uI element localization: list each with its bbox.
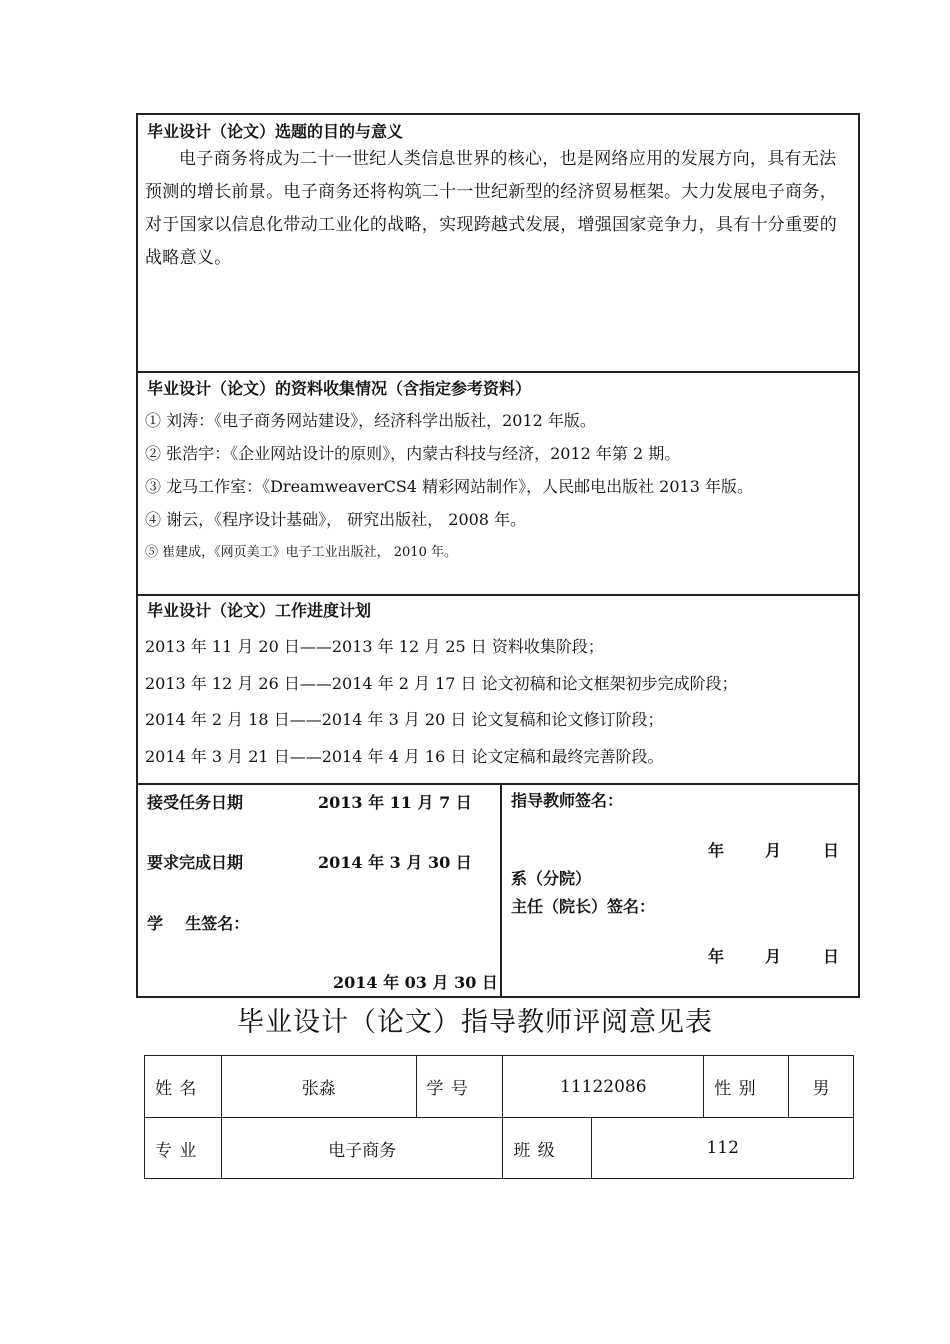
schedule-heading: 毕业设计（论文）工作进度计划 <box>147 601 372 620</box>
class-cell <box>503 1118 854 1179</box>
reference-item: ① 刘涛：《电子商务网站建设》，经济科学出版社，2012 年版。 <box>145 411 596 430</box>
schedule-item: 2013 年 11 月 20 日——2013 年 12 月 25 日 资料收集阶段； <box>145 637 604 656</box>
purpose-text: 电子商务将成为二十一世纪人类信息世界的核心，也是网络应用的发展方向，具有无法预测的增长前景。电子商务还将构筑二十一世纪新型的经济贸易框架。大力发展电子商务，对于国家以信息化带动工业化的战略，实现跨越式发展，增强国家竞争力，具有十分重要的战略意义。 <box>145 149 837 268</box>
major-value: 电子商务 <box>221 1118 503 1179</box>
advisor-sign-month: 月 <box>765 841 782 860</box>
student-id-label: 学 号 <box>416 1056 503 1118</box>
reference-item: ⑤ 崔建成，《网页美工》电子工业出版社， 2010 年。 <box>145 545 457 560</box>
reference-item: ③ 龙马工作室：《DreamweaverCS4 精彩网站制作》，人民邮电出版社 2013 年版。 <box>145 477 753 496</box>
purpose-heading: 毕业设计（论文）选题的目的与意义 <box>147 122 404 141</box>
review-form-title: 毕业设计（论文）指导教师评阅意见表 <box>237 1007 713 1038</box>
student-info-table <box>144 1055 854 1179</box>
gender-value: 男 <box>789 1056 854 1118</box>
student-signature-date: 2014 年 03 月 30 日 <box>333 973 498 992</box>
complete-date-label: 要求完成日期 <box>147 853 244 872</box>
schedule-item: 2013 年 12 月 26 日——2014 年 2 月 17 日 论文初稿和论文框架初步完成阶段； <box>145 674 738 693</box>
section-divider <box>136 594 860 596</box>
name-value: 张淼 <box>221 1056 416 1118</box>
complete-date-value: 2014 年 3 月 30 日 <box>318 853 472 872</box>
director-sign-day: 日 <box>823 947 840 966</box>
major-label: 专 业 <box>145 1118 222 1179</box>
gender-label: 性 别 <box>704 1056 789 1118</box>
reference-item: ④ 谢云，《程序设计基础》， 研究出版社， 2008 年。 <box>145 510 527 529</box>
director-sign-year: 年 <box>708 947 725 966</box>
director-sign-month: 月 <box>765 947 782 966</box>
student-signature-label: 学 生签名： <box>147 914 250 933</box>
section-divider <box>136 783 860 785</box>
references-heading: 毕业设计（论文）的资料收集情况（含指定参考资料） <box>147 379 532 398</box>
class-value: 112 <box>706 1138 739 1158</box>
advisor-sign-year: 年 <box>708 841 725 860</box>
class-label: 班 级 <box>503 1118 592 1178</box>
name-label: 姓 名 <box>145 1056 222 1118</box>
schedule-item: 2014 年 2 月 18 日——2014 年 3 月 20 日 论文复稿和论文修订阶段； <box>145 710 664 729</box>
signature-divider <box>500 783 502 998</box>
schedule-item: 2014 年 3 月 21 日——2014 年 4 月 16 日 论文定稿和最终完善阶段。 <box>145 747 664 766</box>
advisor-signature-label: 指导教师签名： <box>511 791 624 810</box>
section-divider <box>136 371 860 373</box>
accept-date-label: 接受任务日期 <box>147 793 244 812</box>
student-id-value: 11122086 <box>503 1056 704 1118</box>
accept-date-value: 2013 年 11 月 7 日 <box>318 793 472 812</box>
advisor-sign-day: 日 <box>823 841 840 860</box>
department-label: 系（分院） <box>511 869 592 888</box>
reference-item: ② 张浩宇：《企业网站设计的原则》，内蒙古科技与经济，2012 年第 2 期。 <box>145 444 681 463</box>
director-signature-label: 主任（院长）签名： <box>511 897 656 916</box>
